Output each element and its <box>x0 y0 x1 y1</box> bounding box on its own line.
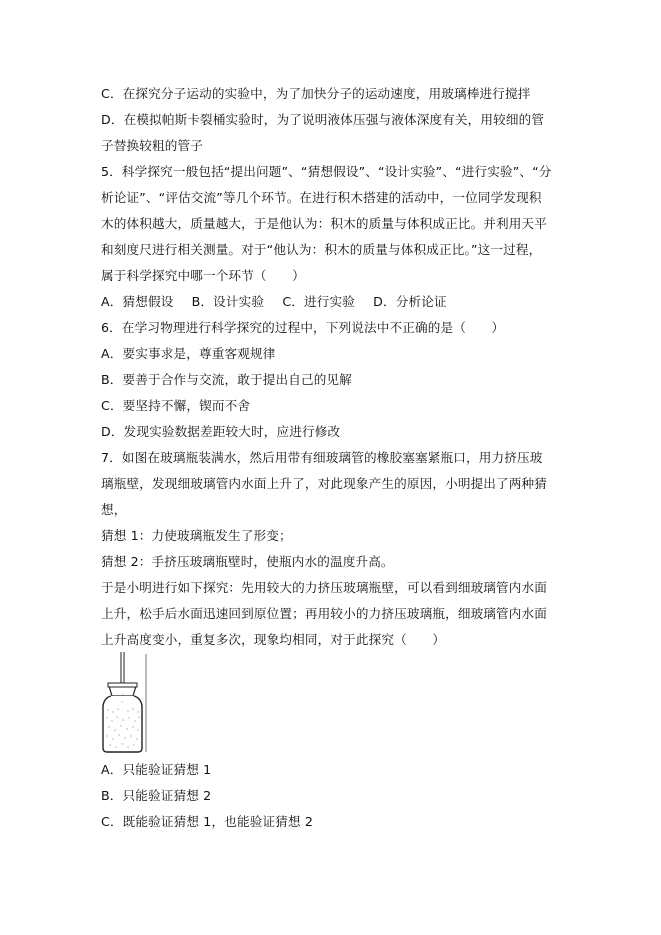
q7-option-c: C．既能验证猜想 1，也能验证猜想 2 <box>101 814 313 829</box>
q4-option-d-line-2: 子替换较粗的管子 <box>101 138 203 153</box>
q6-option-c: C．要坚持不懈，锲而不舍 <box>101 398 251 413</box>
q7-hypothesis-1: 猜想 1：力使玻璃瓶发生了形变； <box>101 528 292 543</box>
q4-option-c-line: C．在探究分子运动的实验中，为了加快分子的运动速度，用玻璃棒进行搅拌 <box>101 86 531 101</box>
q6-option-a: A．要实事求是，尊重客观规律 <box>101 346 276 361</box>
bottle-with-tube-figure <box>98 652 152 754</box>
q7-stem-line-2: 璃瓶壁，发现细玻璃管内水面上升了，对此现象产生的原因，小明提出了两种猜 <box>101 476 548 491</box>
q5-option-a: A．猜想假设 <box>101 294 174 309</box>
q5-stem-line-4: 和刻度尺进行相关测量。对于“他认为：积木的质量与体积成正比。”这一过程， <box>101 242 542 257</box>
q7-option-a: A．只能验证猜想 1 <box>101 762 212 777</box>
q7-experiment-line-3: 上升高度变小，重复多次，现象均相同，对于此探究（ ） <box>101 632 446 647</box>
q7-stem-line-3: 想， <box>101 502 127 517</box>
q4-option-d-line-1: D．在模拟帕斯卡裂桶实验时，为了说明液体压强与液体深度有关，用较细的管 <box>101 112 545 127</box>
q7-experiment-line-2: 上升，松手后水面迅速回到原位置；再用较小的力挤压玻璃瓶，细玻璃管内水面 <box>101 606 548 621</box>
q5-stem-line-2: 析论证”、“评估交流”等几个环节。在进行积木搭建的活动中，一位同学发现积 <box>101 190 542 205</box>
q7-experiment-line-1: 于是小明进行如下探究：先用较大的力挤压玻璃瓶壁，可以看到细玻璃管内水面 <box>101 580 548 595</box>
q6-stem: 6．在学习物理进行科学探究的过程中，下列说法中不正确的是（ ） <box>101 320 505 335</box>
q5-stem-line-3: 木的体积越大，质量越大，于是他认为：积木的质量与体积成正比。并利用天平 <box>101 216 548 231</box>
q7-option-b: B．只能验证猜想 2 <box>101 788 212 803</box>
q5-stem-line-5: 属于科学探究中哪一个环节（ ） <box>101 268 305 283</box>
q5-options <box>101 294 461 310</box>
q5-option-c: C．进行实验 <box>282 294 355 309</box>
q6-option-d: D．发现实验数据差距较大时，应进行修改 <box>101 424 341 439</box>
q5-stem-line-1: 5．科学探究一般包括“提出问题”、“猜想假设”、“设计实验”、“进行实验”、“分 <box>101 164 552 179</box>
q7-hypothesis-2: 猜想 2：手挤压玻璃瓶壁时，使瓶内水的温度升高。 <box>101 554 394 569</box>
q6-option-b: B．要善于合作与交流，敢于提出自己的见解 <box>101 372 352 387</box>
q5-option-b: B．设计实验 <box>191 294 265 309</box>
q7-stem-line-1: 7．如图在玻璃瓶装满水，然后用带有细玻璃管的橡胶塞塞紧瓶口，用力挤压玻 <box>101 450 543 465</box>
q5-option-d: D．分析论证 <box>373 294 447 309</box>
